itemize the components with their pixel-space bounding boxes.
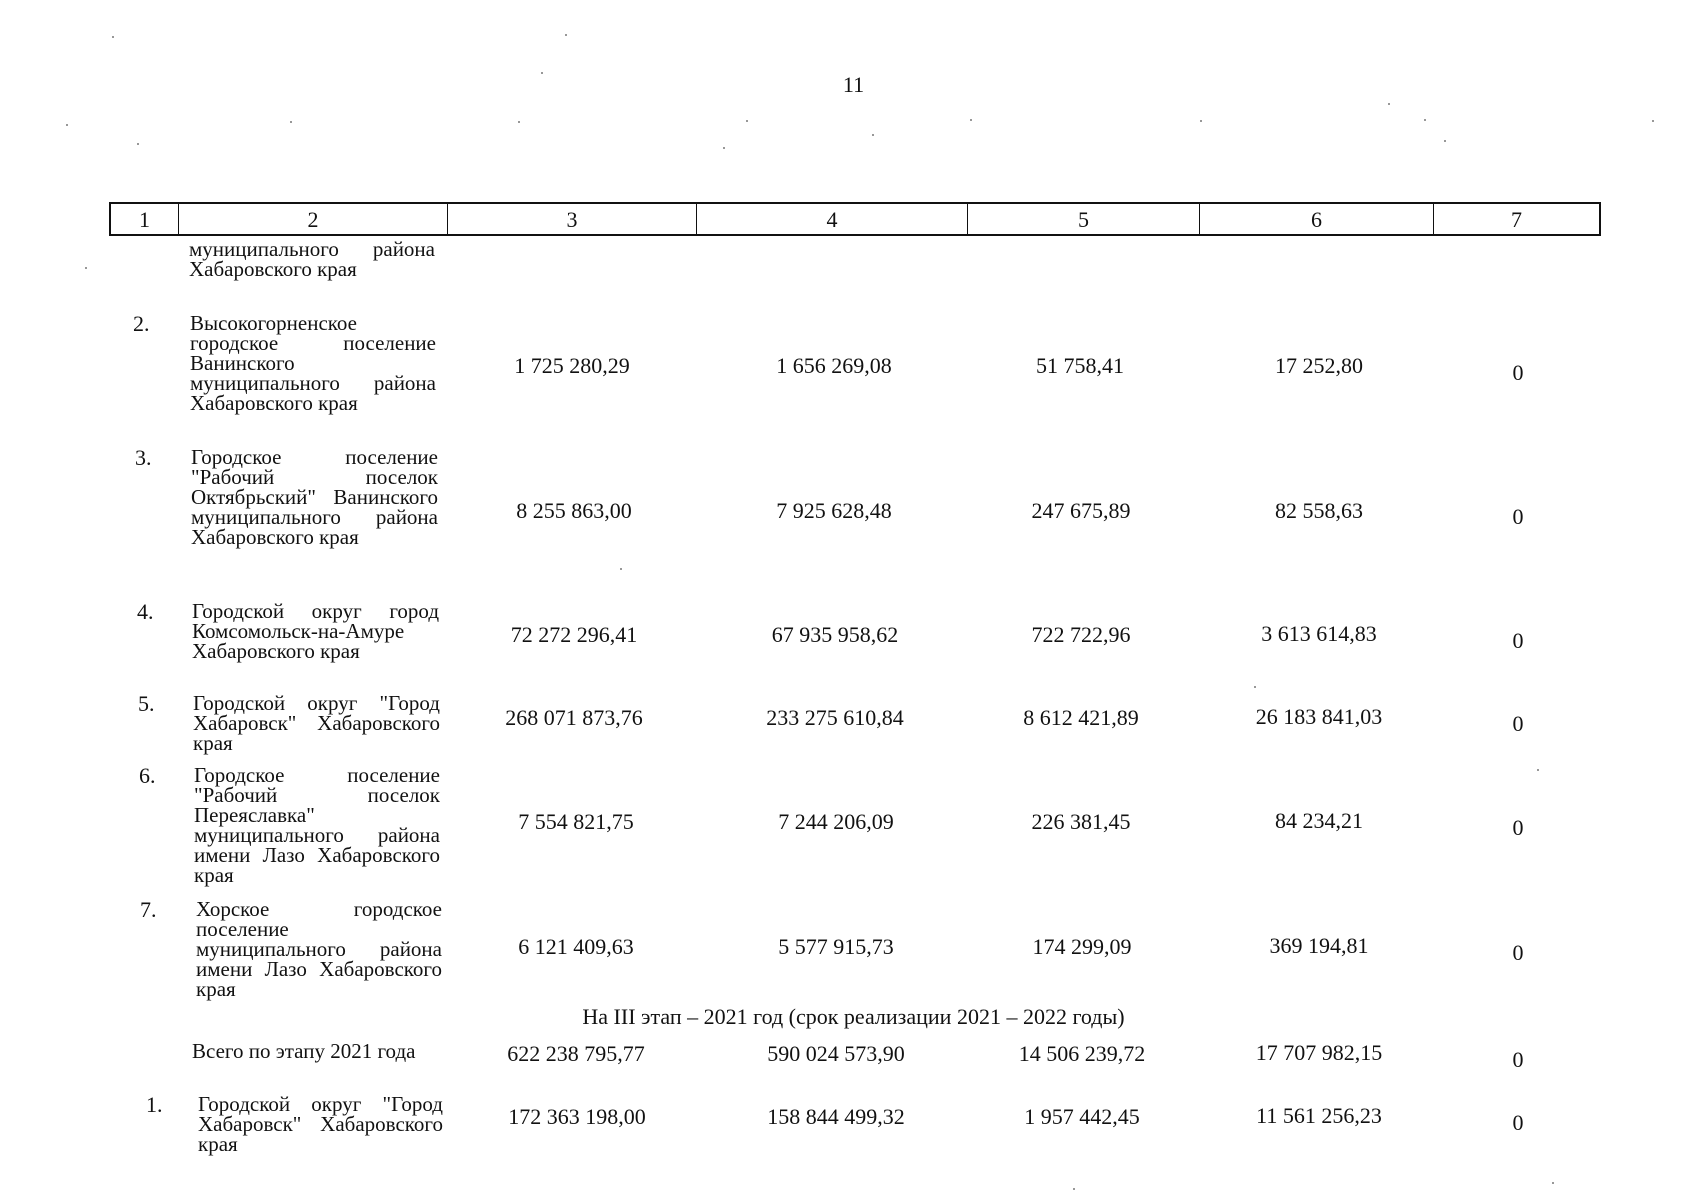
scan-speck bbox=[66, 124, 68, 126]
scan-speck bbox=[746, 120, 748, 122]
row-col-7: 0 bbox=[1512, 1110, 1524, 1135]
header-col-3: 3 bbox=[448, 204, 697, 234]
row-col-6: 17 252,80 bbox=[1275, 353, 1363, 378]
row-col-6: 3 613 614,83 bbox=[1261, 621, 1377, 646]
total-label: Всего по этапу 2021 года bbox=[192, 1039, 416, 1063]
row-col-5: 247 675,89 bbox=[1031, 498, 1131, 523]
row-col-4: 7 244 206,09 bbox=[778, 809, 894, 834]
scan-speck bbox=[1537, 769, 1539, 771]
header-col-7: 7 bbox=[1511, 207, 1522, 232]
row-number: 7. bbox=[140, 897, 157, 922]
scan-speck bbox=[1652, 120, 1654, 122]
header-col-4: 4 bbox=[697, 204, 968, 234]
row-col-3: 7 554 821,75 bbox=[518, 809, 634, 834]
scan-speck bbox=[970, 119, 972, 121]
row-col-5: 226 381,45 bbox=[1031, 809, 1131, 834]
header-col-6: 6 bbox=[1200, 204, 1434, 234]
row-col-3: 1 725 280,29 bbox=[514, 353, 630, 378]
row-number: 3. bbox=[135, 445, 152, 470]
row-col-6: 82 558,63 bbox=[1275, 498, 1363, 523]
row-name: Городское поселение "Рабочий поселок Октябрьский" Ванинского муниципального района Хабаровского края bbox=[191, 445, 438, 549]
header-col-2: 2 bbox=[179, 204, 448, 234]
row-col-5: 722 722,96 bbox=[1031, 622, 1131, 647]
row-name: Городской округ город Комсомольск-на-Амуре Хабаровского края bbox=[192, 599, 439, 663]
row-col-5: 8 612 421,89 bbox=[1023, 705, 1139, 730]
row-col-5: 1 957 442,45 bbox=[1024, 1104, 1140, 1129]
row-number: 2. bbox=[133, 311, 150, 336]
row-col-5: 51 758,41 bbox=[1036, 353, 1124, 378]
row-col-7: 0 bbox=[1512, 815, 1524, 840]
scan-speck bbox=[112, 36, 114, 38]
row-col-4: 7 925 628,48 bbox=[776, 498, 892, 523]
continued-name-fragment: муниципального района Хабаровского края bbox=[189, 237, 435, 281]
scan-speck bbox=[1073, 1188, 1075, 1190]
row-col-7: 0 bbox=[1512, 711, 1524, 736]
row-number: 6. bbox=[139, 763, 156, 788]
section-title: На III этап – 2021 год (срок реализации 2021 – 2022 годы) bbox=[582, 1004, 1125, 1029]
row-col-4: 233 275 610,84 bbox=[766, 705, 904, 730]
row-col-6: 84 234,21 bbox=[1275, 808, 1363, 833]
row-name: Городское поселение "Рабочий поселок Переяславка" муниципального района имени Лазо Хабаровского края bbox=[194, 763, 440, 887]
row-col-7: 0 bbox=[1512, 504, 1524, 529]
row-col-7: 0 bbox=[1512, 628, 1524, 653]
total-col-3: 622 238 795,77 bbox=[507, 1041, 645, 1066]
row-col-3: 172 363 198,00 bbox=[508, 1104, 646, 1129]
header-col-5: 5 bbox=[968, 204, 1200, 234]
row-name: Высокогорненское городское поселение Ванинского муниципального района Хабаровского края bbox=[190, 311, 436, 415]
row-col-5: 174 299,09 bbox=[1032, 934, 1132, 959]
page-number: 11 bbox=[842, 72, 865, 97]
scan-speck bbox=[620, 568, 622, 570]
row-col-4: 5 577 915,73 bbox=[778, 934, 894, 959]
row-col-3: 268 071 873,76 bbox=[505, 705, 643, 730]
scan-speck bbox=[290, 121, 292, 123]
table-header bbox=[109, 202, 1601, 236]
scan-speck bbox=[518, 121, 520, 123]
scan-speck bbox=[85, 267, 87, 269]
row-name: Хорское городское поселение муниципального района имени Лазо Хабаровского края bbox=[196, 897, 442, 1001]
row-col-4: 67 935 958,62 bbox=[771, 622, 899, 647]
scan-speck bbox=[1424, 119, 1426, 121]
total-col-5: 14 506 239,72 bbox=[1018, 1041, 1146, 1066]
scan-speck bbox=[541, 72, 543, 74]
header-col-1: 1 bbox=[111, 204, 179, 234]
total-col-4: 590 024 573,90 bbox=[767, 1041, 905, 1066]
scan-speck bbox=[565, 34, 567, 36]
row-number: 4. bbox=[137, 599, 154, 624]
row-col-6: 26 183 841,03 bbox=[1255, 704, 1383, 729]
row-name: Городской округ "Город Хабаровск" Хабаровского края bbox=[193, 691, 440, 755]
total-col-6: 17 707 982,15 bbox=[1255, 1040, 1383, 1065]
row-col-7: 0 bbox=[1512, 360, 1524, 385]
scan-speck bbox=[1200, 120, 1202, 122]
row-col-4: 158 844 499,32 bbox=[767, 1104, 905, 1129]
scan-speck bbox=[1254, 686, 1256, 688]
total-col-7: 0 bbox=[1512, 1047, 1524, 1072]
row-col-3: 72 272 296,41 bbox=[510, 622, 638, 647]
row-col-3: 8 255 863,00 bbox=[516, 498, 632, 523]
scan-speck bbox=[1552, 1182, 1554, 1184]
row-col-6: 11 561 256,23 bbox=[1256, 1103, 1382, 1128]
scan-speck bbox=[723, 147, 725, 149]
scan-speck bbox=[137, 143, 139, 145]
scan-speck bbox=[872, 134, 874, 136]
row-number: 1. bbox=[146, 1092, 163, 1117]
row-col-3: 6 121 409,63 bbox=[518, 934, 634, 959]
row-col-6: 369 194,81 bbox=[1269, 933, 1369, 958]
row-name: Городской округ "Город Хабаровск" Хабаровского края bbox=[198, 1092, 443, 1156]
row-col-7: 0 bbox=[1512, 940, 1524, 965]
row-number: 5. bbox=[138, 691, 155, 716]
scan-speck bbox=[1444, 140, 1446, 142]
scan-speck bbox=[1388, 103, 1390, 105]
row-col-4: 1 656 269,08 bbox=[776, 353, 892, 378]
